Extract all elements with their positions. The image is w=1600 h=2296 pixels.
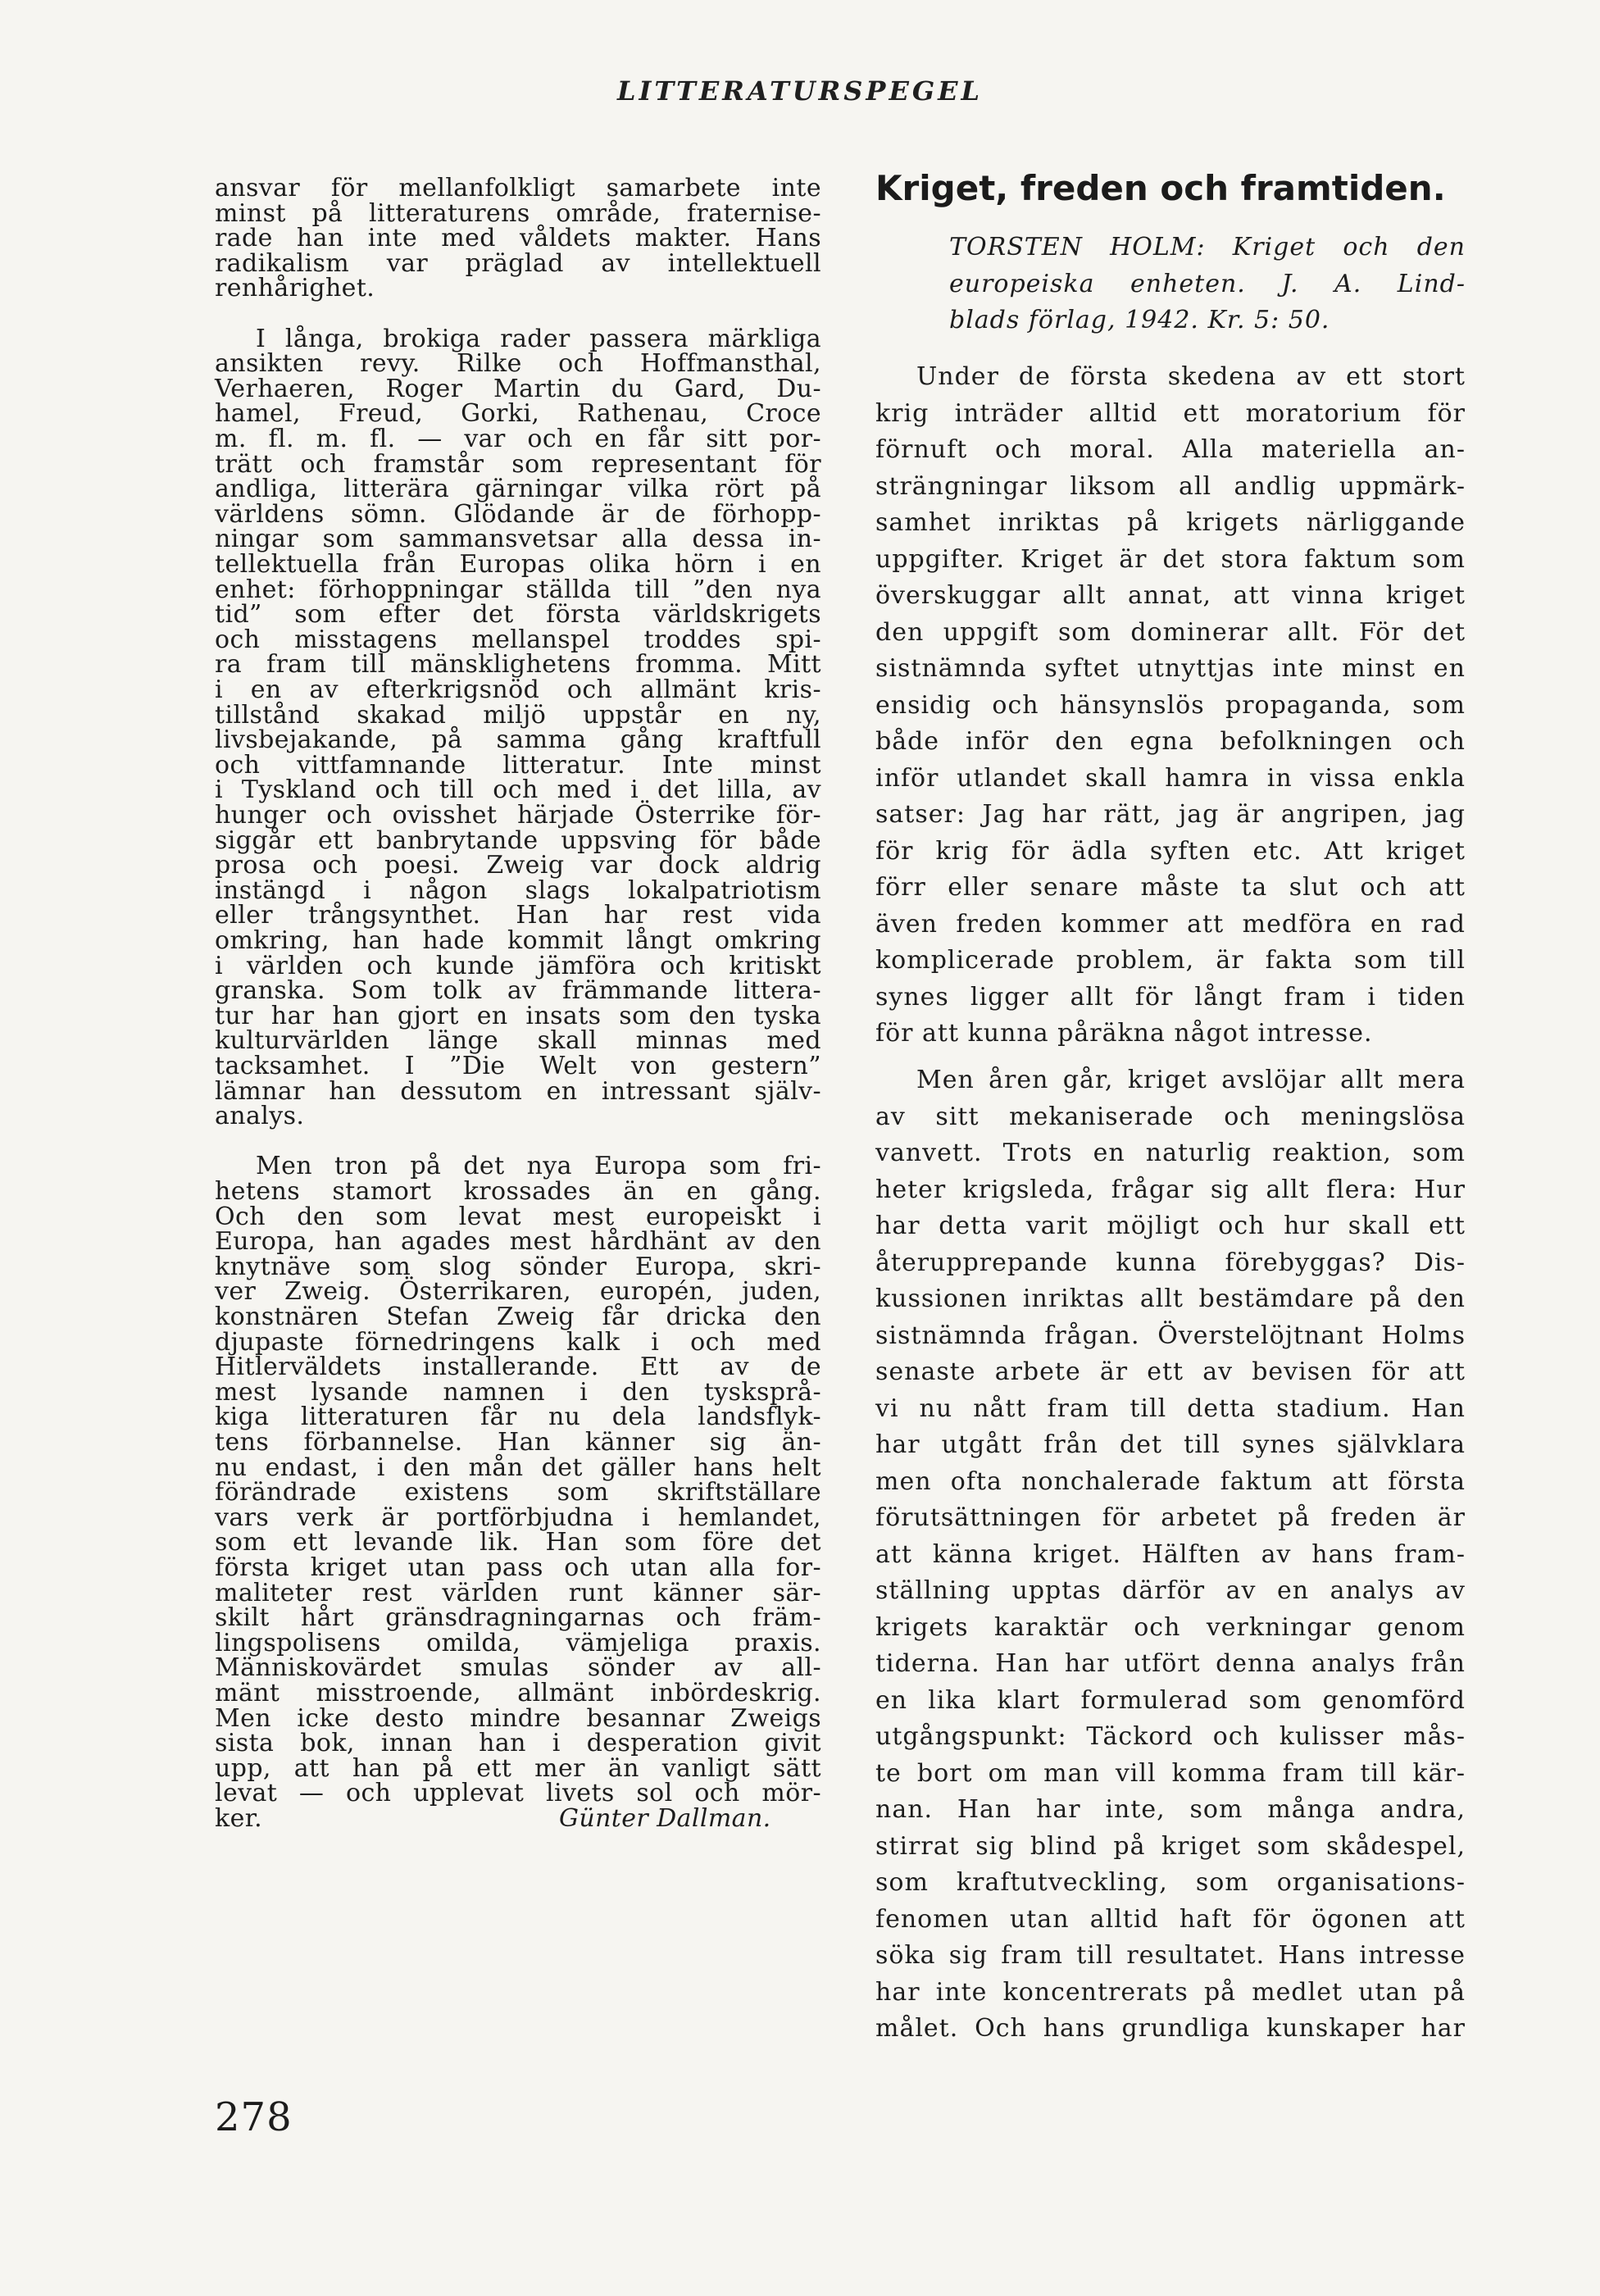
body-line: vi nu nått fram till detta stadium. Han (875, 1394, 1466, 1423)
body-line: vanvett. Trots en naturlig reaktion, som (875, 1139, 1466, 1167)
body-line: minst på litteraturens område, fraternise- (215, 198, 821, 228)
body-line: hamel, Freud, Gorki, Rathenau, Croce (215, 399, 821, 429)
body-line: Under de första skedena av ett stort (916, 362, 1466, 391)
body-line: renhårighet. (215, 274, 375, 303)
running-header: LITTERATURSPEGEL (616, 75, 984, 107)
body-line: strängningar liksom all andlig uppmärk- (875, 471, 1466, 501)
body-line: men ofta nonchalerade faktum att första (875, 1466, 1466, 1496)
body-line: tens förbannelse. Han känner sig än- (215, 1428, 821, 1457)
body-line: förnuft och moral. Alla materiella an- (875, 435, 1466, 464)
book-citation-line: TORSTEN HOLM: Kriget och den (949, 233, 1466, 261)
body-line: senaste arbete är ett av bevisen för att (875, 1357, 1466, 1386)
body-line: utgångspunkt: Täckord och kulisser mås- (875, 1722, 1466, 1751)
body-line: tacksamhet. I ”Die Welt von gestern” (215, 1052, 821, 1080)
body-line: analys. (215, 1102, 305, 1131)
body-line: kiga litteraturen får nu dela landsflyk- (215, 1403, 821, 1432)
body-line: både inför den egna befolkningen och (875, 727, 1466, 756)
body-line: upp, att han på ett mer än vanligt sätt (215, 1753, 821, 1783)
body-line: nan. Han har inte, som många andra, (875, 1795, 1466, 1824)
body-line: har detta varit möjligt och hur skall ett (875, 1212, 1466, 1240)
body-line: att känna kriget. Hälften av hans fram- (875, 1539, 1466, 1569)
body-line: rade han inte med våldets makter. Hans (215, 224, 821, 253)
body-line: tid” som efter det första världskrigets (215, 600, 821, 630)
body-line: återupprepande kunna förebyggas? Dis- (875, 1248, 1466, 1277)
body-line: Verhaeren, Roger Martin du Gard, Du- (215, 374, 821, 403)
body-line: ansvar för mellanfolkligt samarbete inte (215, 174, 821, 202)
book-citation-line: blads förlag, 1942. Kr. 5: 50. (949, 306, 1330, 334)
body-line: lämnar han dessutom en intressant själv- (215, 1076, 821, 1106)
body-line: ker. (215, 1804, 263, 1833)
body-line: krig inträder alltid ett moratorium för (875, 398, 1466, 428)
book-citation-line: europeiska enheten. J. A. Lind- (949, 269, 1466, 298)
body-line: instängd i någon slags lokalpatriotism (215, 875, 821, 905)
body-line: I långa, brokiga rader passera märkliga (256, 324, 821, 353)
body-line: tur har han gjort en insats som den tyska (215, 1001, 821, 1030)
body-line: sistnämnda syftet utnyttjas inte minst en (875, 654, 1466, 683)
body-line: eller trångsynthet. Han har rest vida (215, 901, 821, 930)
body-line: kussionen inriktas allt bestämdare på den (875, 1284, 1466, 1313)
body-line: den uppgift som dominerar allt. För det (875, 617, 1466, 647)
body-line: ra fram till mänsklighetens fromma. Mitt (215, 650, 821, 680)
body-line: prosa och poesi. Zweig var dock aldrig (215, 851, 821, 880)
body-line: te bort om man vill komma fram till kär- (875, 1758, 1466, 1788)
body-line: granska. Som tolk av främmande littera- (215, 976, 821, 1006)
body-line: sista bok, innan han i desperation givit (215, 1729, 821, 1758)
body-line: uppgifter. Kriget är det stora faktum som (875, 544, 1466, 574)
body-line: kulturvärlden länge skall minnas med (215, 1026, 821, 1056)
body-line: samhet inriktas på krigets närliggande (875, 508, 1466, 537)
body-line: skilt hårt gränsdragningarnas och främ- (215, 1603, 821, 1633)
body-line: Men icke desto mindre besannar Zweigs (215, 1703, 821, 1733)
review-title: Kriget, freden och framtiden. (875, 168, 1446, 208)
body-line: Och den som levat mest europeiskt i (215, 1202, 821, 1231)
body-line: en lika klart formulerad som genomförd (875, 1685, 1466, 1715)
body-line: nu endast, i den mån det gäller hans helt (215, 1453, 821, 1482)
body-line: Europa, han agades mest hårdhänt av den (215, 1227, 821, 1257)
body-line: i världen och kunde jämföra och kritiskt (215, 951, 821, 980)
body-line: världens sömn. Glödande är de förhopp- (215, 499, 821, 529)
body-line: för krig för ädla syften etc. Att kriget (875, 836, 1466, 866)
body-line: i Tyskland och till och med i det lilla, av (215, 775, 821, 805)
body-line: heter krigsleda, frågar sig allt flera: Hur (875, 1175, 1466, 1204)
body-line: och vittfamnande litteratur. Inte minst (215, 750, 821, 780)
body-line: i en av efterkrigsnöd och allmänt kris- (215, 675, 821, 704)
body-line: första kriget utan pass och utan alla for- (215, 1553, 821, 1582)
body-line: krigets karaktär och verkningar genom (875, 1612, 1466, 1642)
body-line: Men åren går, kriget avslöjar allt mera (916, 1066, 1466, 1094)
body-line: Människovärdet smulas sönder av all- (215, 1653, 821, 1683)
body-line: för att kunna påräkna något intresse. (875, 1019, 1373, 1048)
body-line: Hitlerväldets installerande. Ett av de (215, 1353, 821, 1382)
body-line: som kraftutveckling, som organisations- (875, 1868, 1466, 1897)
body-line: tiderna. Han har utfört denna analys från (875, 1649, 1466, 1678)
body-line: livsbejakande, på samma gång kraftfull (215, 725, 821, 755)
body-line: satser: Jag har rätt, jag är angripen, jag (875, 800, 1466, 829)
body-line: förutsättningen för arbetet på freden är (875, 1503, 1466, 1532)
body-line: levat — och upplevat livets sol och mör- (215, 1779, 821, 1808)
body-line: har inte koncentrerats på medlet utan på (875, 1977, 1466, 2007)
body-line: ansikten revy. Rilke och Hoffmansthal, (215, 349, 821, 379)
page-number: 278 (215, 2094, 293, 2140)
body-line: mest lysande namnen i den tysksprå- (215, 1377, 821, 1407)
body-line: tillstånd skakad miljö uppstår en ny, (215, 700, 821, 730)
body-line: av sitt mekaniserade och meningslösa (875, 1102, 1466, 1131)
body-line: stirrat sig blind på kriget som skådespel, (875, 1831, 1466, 1861)
signature: Günter Dallman. (559, 1804, 771, 1833)
body-line: sistnämnda frågan. Överstelöjtnant Holms (875, 1321, 1466, 1350)
body-line: mänt misstroende, allmänt inbördeskrig. (215, 1679, 821, 1707)
body-line: som ett levande lik. Han som före det (215, 1528, 821, 1557)
body-line: enhet: förhoppningar ställda till ”den nya (215, 575, 821, 604)
body-line: söka sig fram till resultatet. Hans intresse (875, 1941, 1466, 1970)
body-line: m. fl. m. fl. — var och en får sitt por- (215, 425, 821, 453)
body-line: ningar som sammansvetsar alla dessa in- (215, 525, 821, 554)
body-line: djupaste förnedringens kalk i och med (215, 1327, 821, 1357)
body-line: omkring, han hade kommit långt omkring (215, 926, 821, 955)
body-line: även freden kommer att medföra en rad (875, 909, 1466, 939)
body-line: inför utlandet skall hamra in vissa enkla (875, 763, 1466, 793)
body-line: hetens stamort krossades än en gång. (215, 1177, 821, 1206)
body-line: radikalism var präglad av intellektuell (215, 248, 821, 278)
body-line: lingspolisens omilda, vämjeliga praxis. (215, 1628, 821, 1657)
body-line: ställning upptas därför av en analys av (875, 1576, 1466, 1605)
body-line: siggår ett banbrytande uppsving för både (215, 825, 821, 855)
body-line: konstnären Stefan Zweig får dricka den (215, 1303, 821, 1331)
body-line: ver Zweig. Österrikaren, europén, juden, (215, 1277, 821, 1307)
body-line: ensidig och hänsynslös propaganda, som (875, 690, 1466, 720)
body-line: knytnäve som slog sönder Europa, skri- (215, 1252, 821, 1281)
body-line: och misstagens mellanspel troddes spi- (215, 625, 821, 654)
body-line: trätt och framstår som representant för (215, 449, 821, 479)
body-line: överskuggar allt annat, att vinna kriget (875, 581, 1466, 610)
body-line: förändrade existens som skriftställare (215, 1478, 821, 1507)
body-line: tellektuella från Europas olika hörn i en (215, 550, 821, 579)
body-line: fenomen utan alltid haft för ögonen att (875, 1904, 1466, 1934)
body-line: hunger och ovisshet härjade Österrike för- (215, 801, 821, 830)
body-line: komplicerade problem, är fakta som till (875, 946, 1466, 975)
body-line: målet. Och hans grundliga kunskaper har (875, 2014, 1466, 2043)
body-line: vars verk är portförbjudna i hemlandet, (215, 1503, 821, 1532)
body-line: synes ligger allt för långt fram i tiden (875, 982, 1466, 1012)
body-line: förr eller senare måste ta slut och att (875, 873, 1466, 902)
body-line: andliga, litterära gärningar vilka rört på (215, 475, 821, 504)
body-line: Men tron på det nya Europa som fri- (256, 1152, 821, 1181)
body-line: maliteter rest världen runt känner sär- (215, 1578, 821, 1607)
body-line: har utgått från det till synes självklara (875, 1430, 1466, 1459)
